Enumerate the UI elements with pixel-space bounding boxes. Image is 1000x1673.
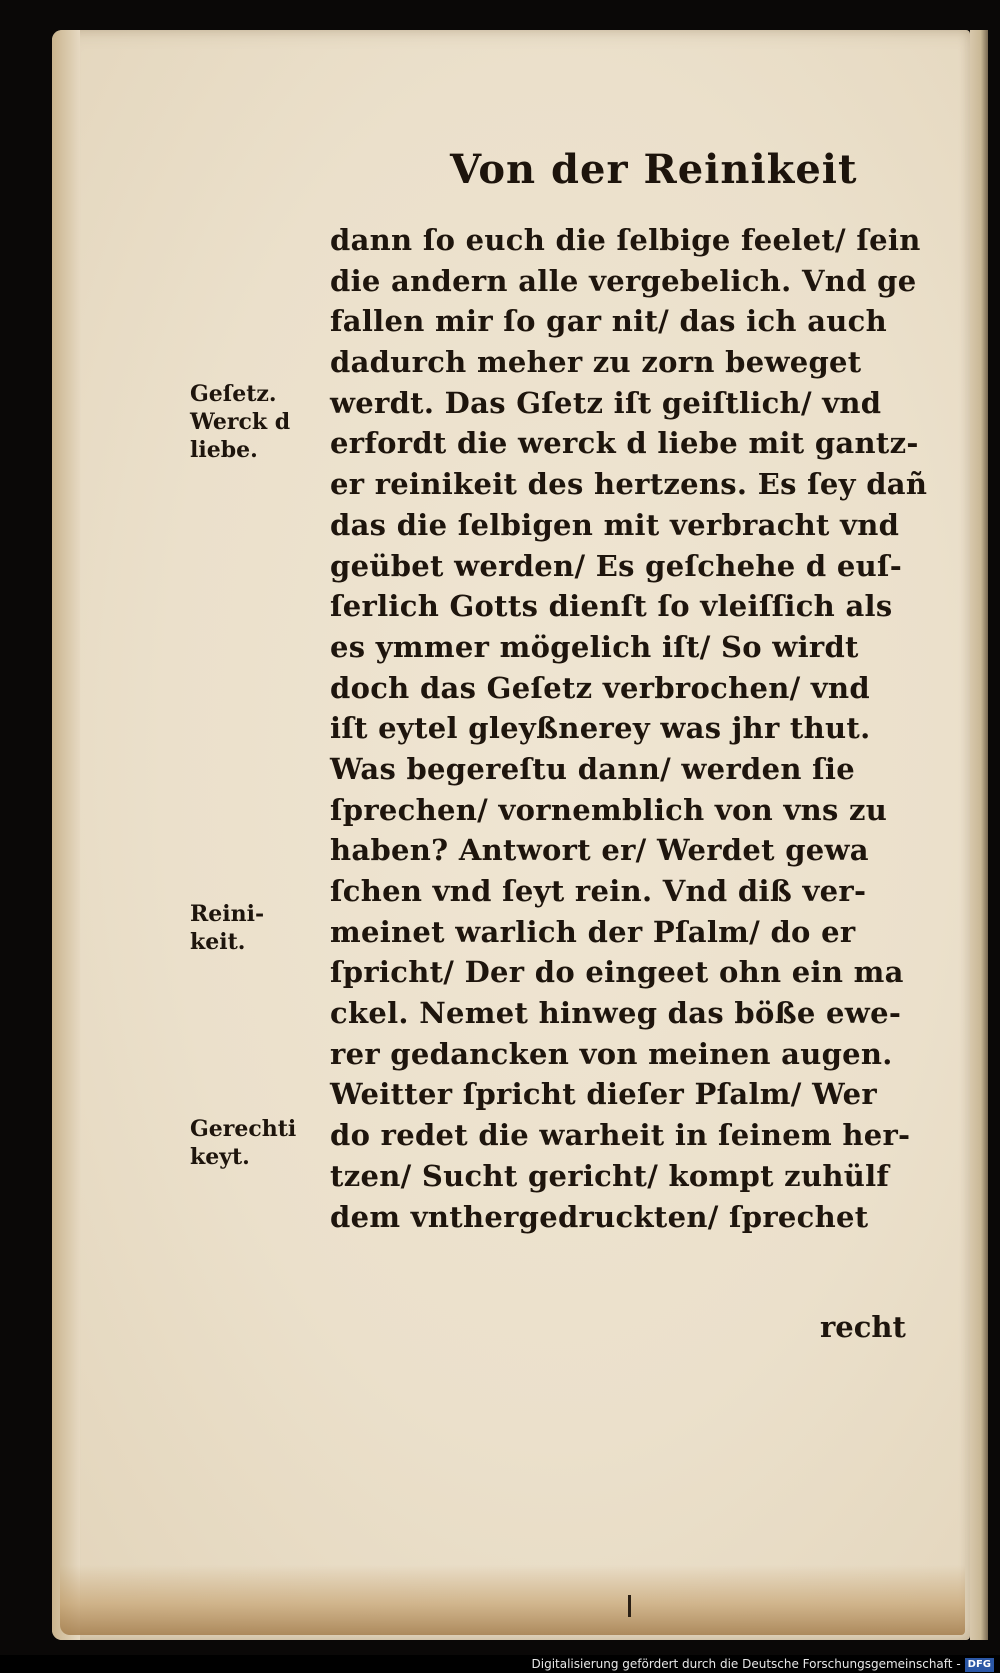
text-line: ſerlich Gotts dienſt ſo vleiſſich als xyxy=(330,589,893,624)
page-edge xyxy=(970,30,988,1640)
marginal-line: Reini- xyxy=(190,901,265,927)
text-line: ſchen vnd ſeyt rein. Vnd diß ver- xyxy=(330,874,867,908)
running-header: Von der Reinikeit xyxy=(450,146,858,193)
text-line: iſt eytel gleyßnerey was jhr thut. xyxy=(330,711,871,746)
text-line: dann ſo euch die ſelbige feelet/ ſein xyxy=(330,223,921,257)
text-line: tzen/ Sucht gericht/ kompt zuhülf xyxy=(330,1158,890,1193)
text-line: geübet werden/ Es geſchehe d euſ- xyxy=(330,548,903,583)
text-line: fallen mir ſo gar nit/ das ich auch xyxy=(330,304,888,339)
text-line: dem vnthergedruckten/ ſprechet xyxy=(330,1199,869,1234)
text-line: ſprechen/ vornemblich von vns zu xyxy=(330,792,888,827)
text-line: rer gedancken von meinen augen. xyxy=(330,1036,893,1071)
marginal-line: keyt. xyxy=(190,1144,250,1170)
text-line: ſpricht/ Der do eingeet ohn ein ma xyxy=(330,955,904,990)
marginal-line: keit. xyxy=(190,929,246,955)
catchword: recht xyxy=(820,1310,906,1344)
marginal-note xyxy=(190,900,264,956)
signature-mark xyxy=(628,1595,631,1617)
text-line: doch das Geſetz verbrochen/ vnd xyxy=(330,670,871,705)
text-line: Weitter ſpricht dieſer Pſalm/ Wer xyxy=(330,1077,877,1112)
credit-text: Digitalisierung gefördert durch die Deutsche Forschungsgemeinschaft - xyxy=(531,1657,961,1671)
page-binding xyxy=(52,30,80,1640)
marginal-line: Werck d xyxy=(190,409,291,435)
text-line: ckel. Nemet hinweg das böße ewe- xyxy=(330,996,902,1031)
text-line: dadurch meher zu zorn beweget xyxy=(330,345,862,380)
text-line: haben? Antwort er/ Werdet gewa xyxy=(330,833,869,868)
water-stain xyxy=(60,1565,965,1635)
text-line: das die ſelbigen mit verbracht vnd xyxy=(330,507,900,542)
marginal-note xyxy=(190,380,290,464)
digitization-credit xyxy=(532,1655,995,1673)
marginal-line: Geſetz. xyxy=(190,381,277,407)
text-line: es ymmer mögelich iſt/ So wirdt xyxy=(330,629,859,664)
dfg-logo: DFG xyxy=(965,1658,994,1672)
text-line: erfordt die werck d liebe mit gantz- xyxy=(330,426,919,461)
marginal-note xyxy=(190,1115,296,1171)
body-text xyxy=(330,220,940,1237)
text-line: er reinikeit des hertzens. Es ſey dañ xyxy=(330,467,928,502)
marginal-line: Gerechti xyxy=(190,1116,297,1142)
marginal-line: liebe. xyxy=(190,437,258,463)
text-line: werdt. Das Gſetz iſt geiſtlich/ vnd xyxy=(330,385,882,420)
text-line: do redet die warheit in ſeinem her- xyxy=(330,1118,911,1153)
text-line: Was begereſtu dann/ werden ſie xyxy=(330,751,855,786)
text-line: meinet warlich der Pſalm/ do er xyxy=(330,914,856,949)
text-line: die andern alle vergebelich. Vnd ge xyxy=(330,263,917,298)
